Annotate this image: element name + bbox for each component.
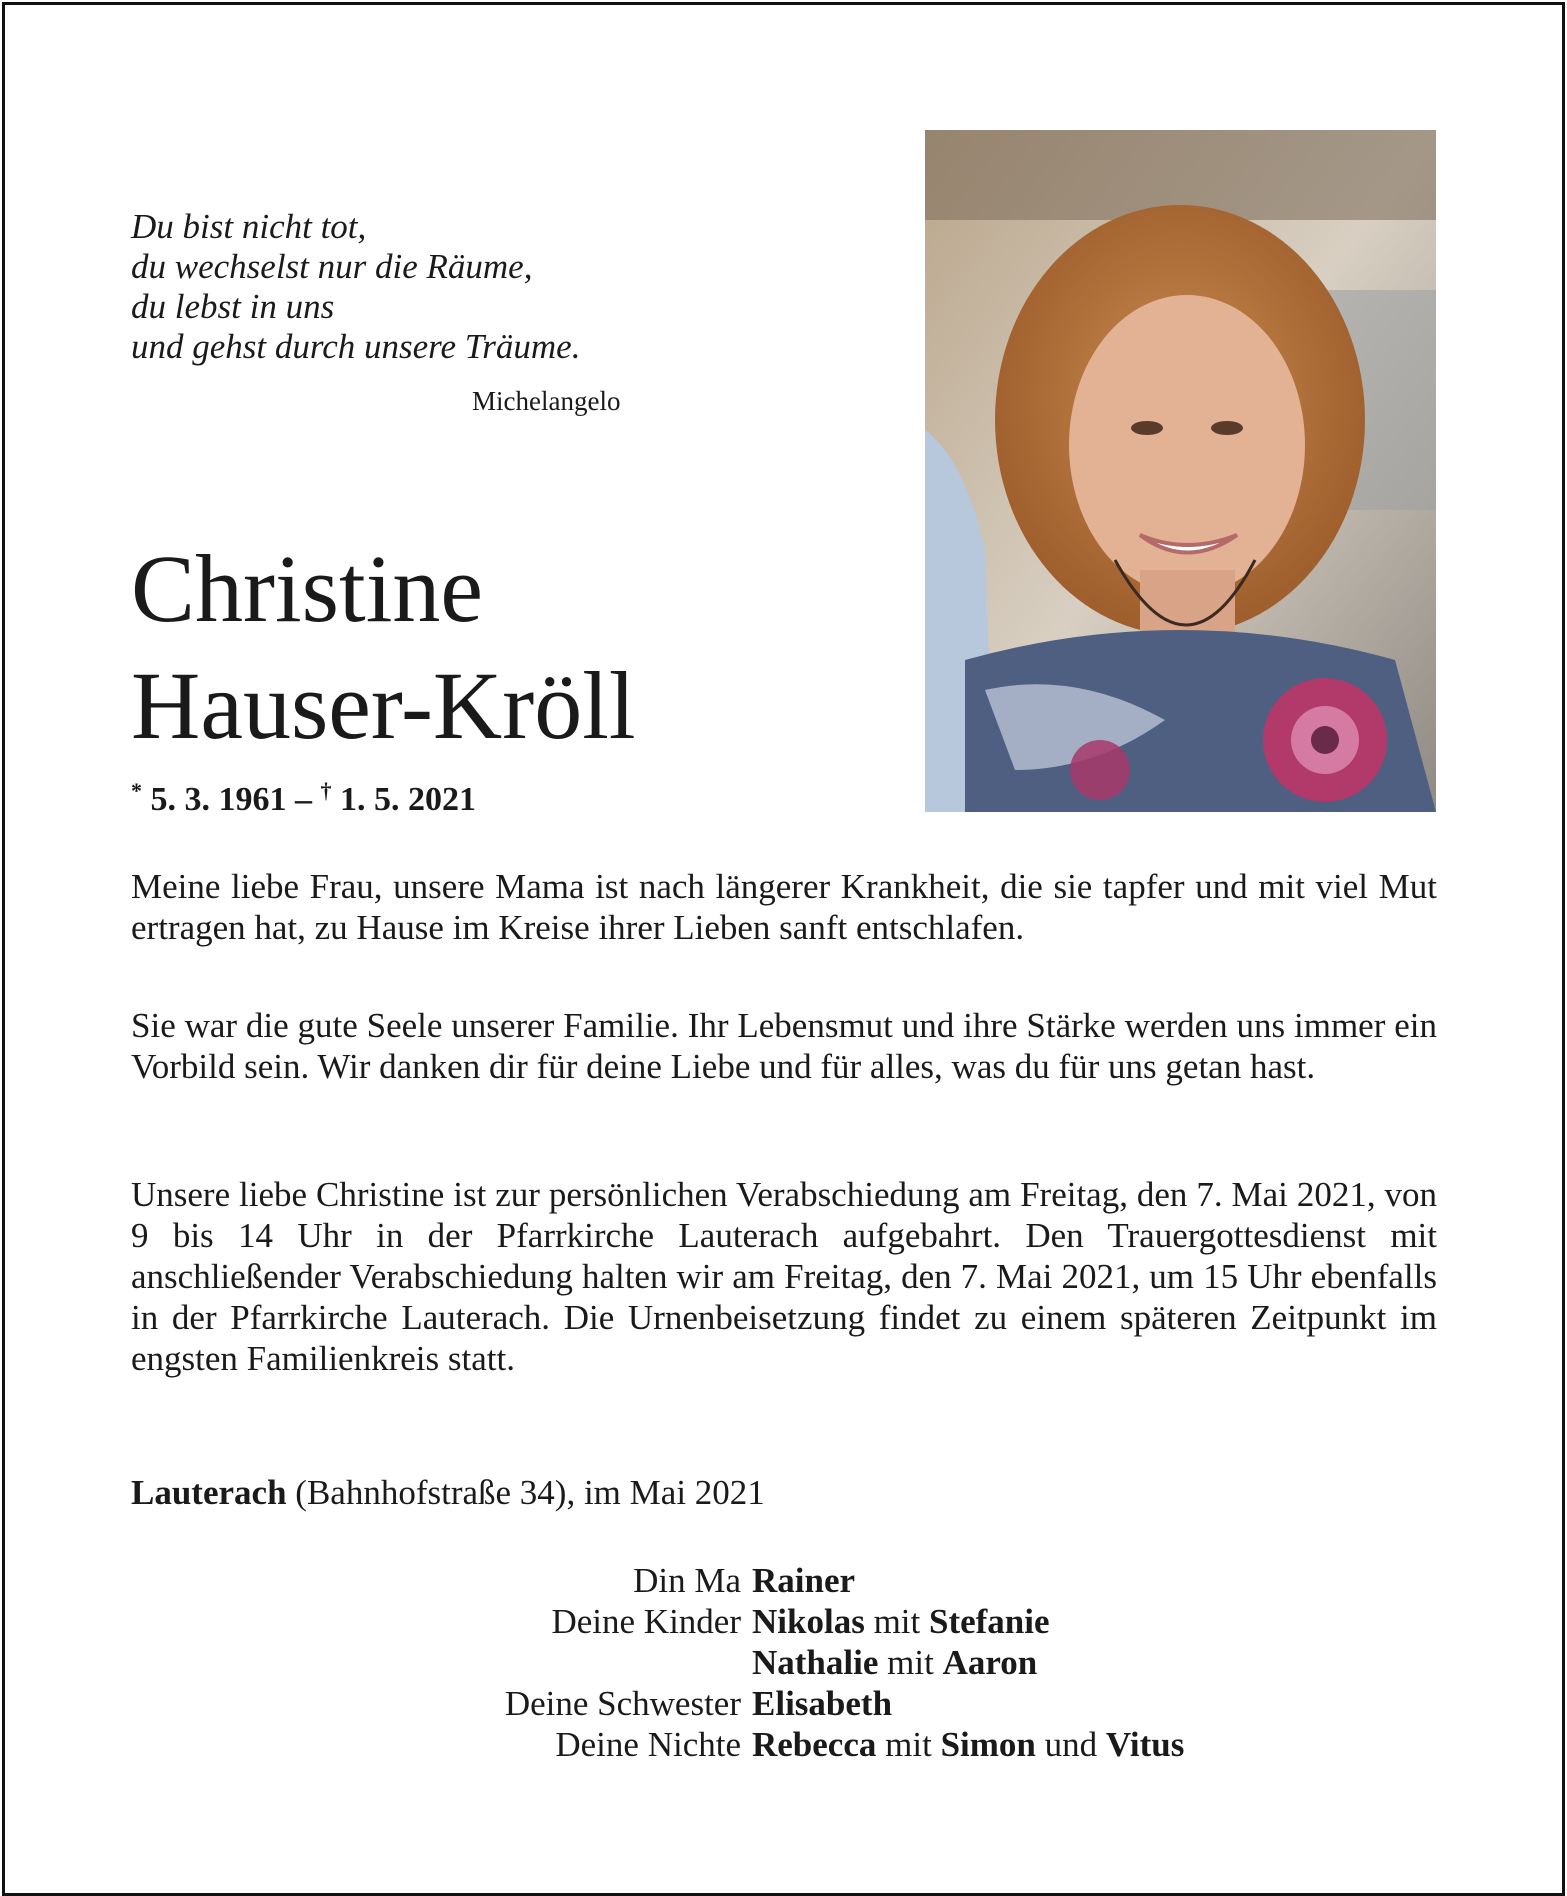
quote-author: Michelangelo: [472, 386, 621, 416]
family-relation: Deine Schwester: [504, 1684, 741, 1723]
family-member-name: Nikolas: [752, 1602, 865, 1641]
family-connector: und: [1035, 1725, 1106, 1764]
death-date: 1. 5. 2021: [340, 781, 476, 818]
family-row: [131, 1642, 1437, 1683]
family-member-name: Vitus: [1105, 1725, 1185, 1764]
family-relation: Deine Kinder: [551, 1602, 741, 1641]
quote-line: Du bist nicht tot,: [131, 207, 367, 246]
date-separator: –: [295, 781, 312, 818]
portrait-photo: [925, 130, 1436, 812]
family-names: [752, 1601, 1050, 1642]
quote-line: du wechselst nur die Räume,: [131, 247, 533, 286]
family-row: [131, 1683, 1437, 1724]
family-relation: [131, 1642, 752, 1683]
quote-line: und gehst durch unsere Träume.: [131, 327, 581, 366]
family-relation: Deine Nichte: [555, 1725, 741, 1764]
family-connector: mit: [876, 1725, 941, 1764]
family-row: [131, 1560, 1437, 1601]
body-paragraph: Meine liebe Frau, unsere Mama ist nach längerer Krankheit, die sie tapfer und mit viel Mut ertragen hat, zu Hause im Kreise ihrer Lieben sanft entschlafen.: [131, 867, 1437, 947]
family-names: [752, 1642, 1037, 1683]
family-member-name: Nathalie: [752, 1643, 879, 1682]
family-member-name: Simon: [940, 1725, 1036, 1764]
family-member-name: Rebecca: [752, 1725, 877, 1764]
quote-line: du lebst in uns: [131, 287, 335, 326]
family-member-name: Stefanie: [929, 1602, 1050, 1641]
family-member-name: Elisabeth: [752, 1684, 893, 1723]
family-names: [752, 1560, 855, 1601]
body-paragraph: Sie war die gute Seele unserer Familie. Ihr Lebensmut und ihre Stärke werden uns immer ein Vorbild sein. Wir danken dir für deine Liebe und für alles, was du für uns getan hast.: [131, 1006, 1437, 1086]
last-name: Hauser-Kröll: [131, 652, 636, 759]
first-name: Christine: [131, 535, 483, 642]
family-relation: Din Ma: [633, 1561, 741, 1600]
funeral-details: Unsere liebe Christine ist zur persönlichen Verabschiedung am Freitag, den 7. Mai 2021, von 9 bis 14 Uhr in der Pfarrkirche Lauterach aufgebahrt. Den Trauergottesdienst mit anschließender Verabschiedung halten wir am Freitag, den 7. Mai 2021, um 15 Uhr ebenfalls in der Pfarrkirche Lauterach. Die Urnenbeisetzung findet zu einem späteren Zeitpunkt im engsten Familienkreis statt.: [131, 1175, 1437, 1378]
birth-mark: *: [131, 778, 142, 803]
family-names: [752, 1683, 892, 1724]
family-names: [752, 1724, 1184, 1765]
family-row: [131, 1724, 1437, 1765]
place-town: Lauterach: [131, 1473, 287, 1512]
family-signatures: [131, 1560, 1437, 1765]
portrait-photo-icon: [925, 130, 1436, 812]
life-dates: [131, 778, 476, 819]
place-rest: (Bahnhofstraße 34), im Mai 2021: [286, 1473, 765, 1512]
memorial-quote: [131, 207, 691, 367]
death-mark: †: [320, 778, 332, 803]
family-row: [131, 1601, 1437, 1642]
family-member-name: Rainer: [752, 1561, 856, 1600]
family-connector: mit: [864, 1602, 929, 1641]
family-connector: mit: [878, 1643, 943, 1682]
family-member-name: Aaron: [942, 1643, 1038, 1682]
deceased-name: [131, 530, 636, 764]
place-and-date: [131, 1473, 765, 1513]
birth-date: 5. 3. 1961: [150, 781, 287, 818]
